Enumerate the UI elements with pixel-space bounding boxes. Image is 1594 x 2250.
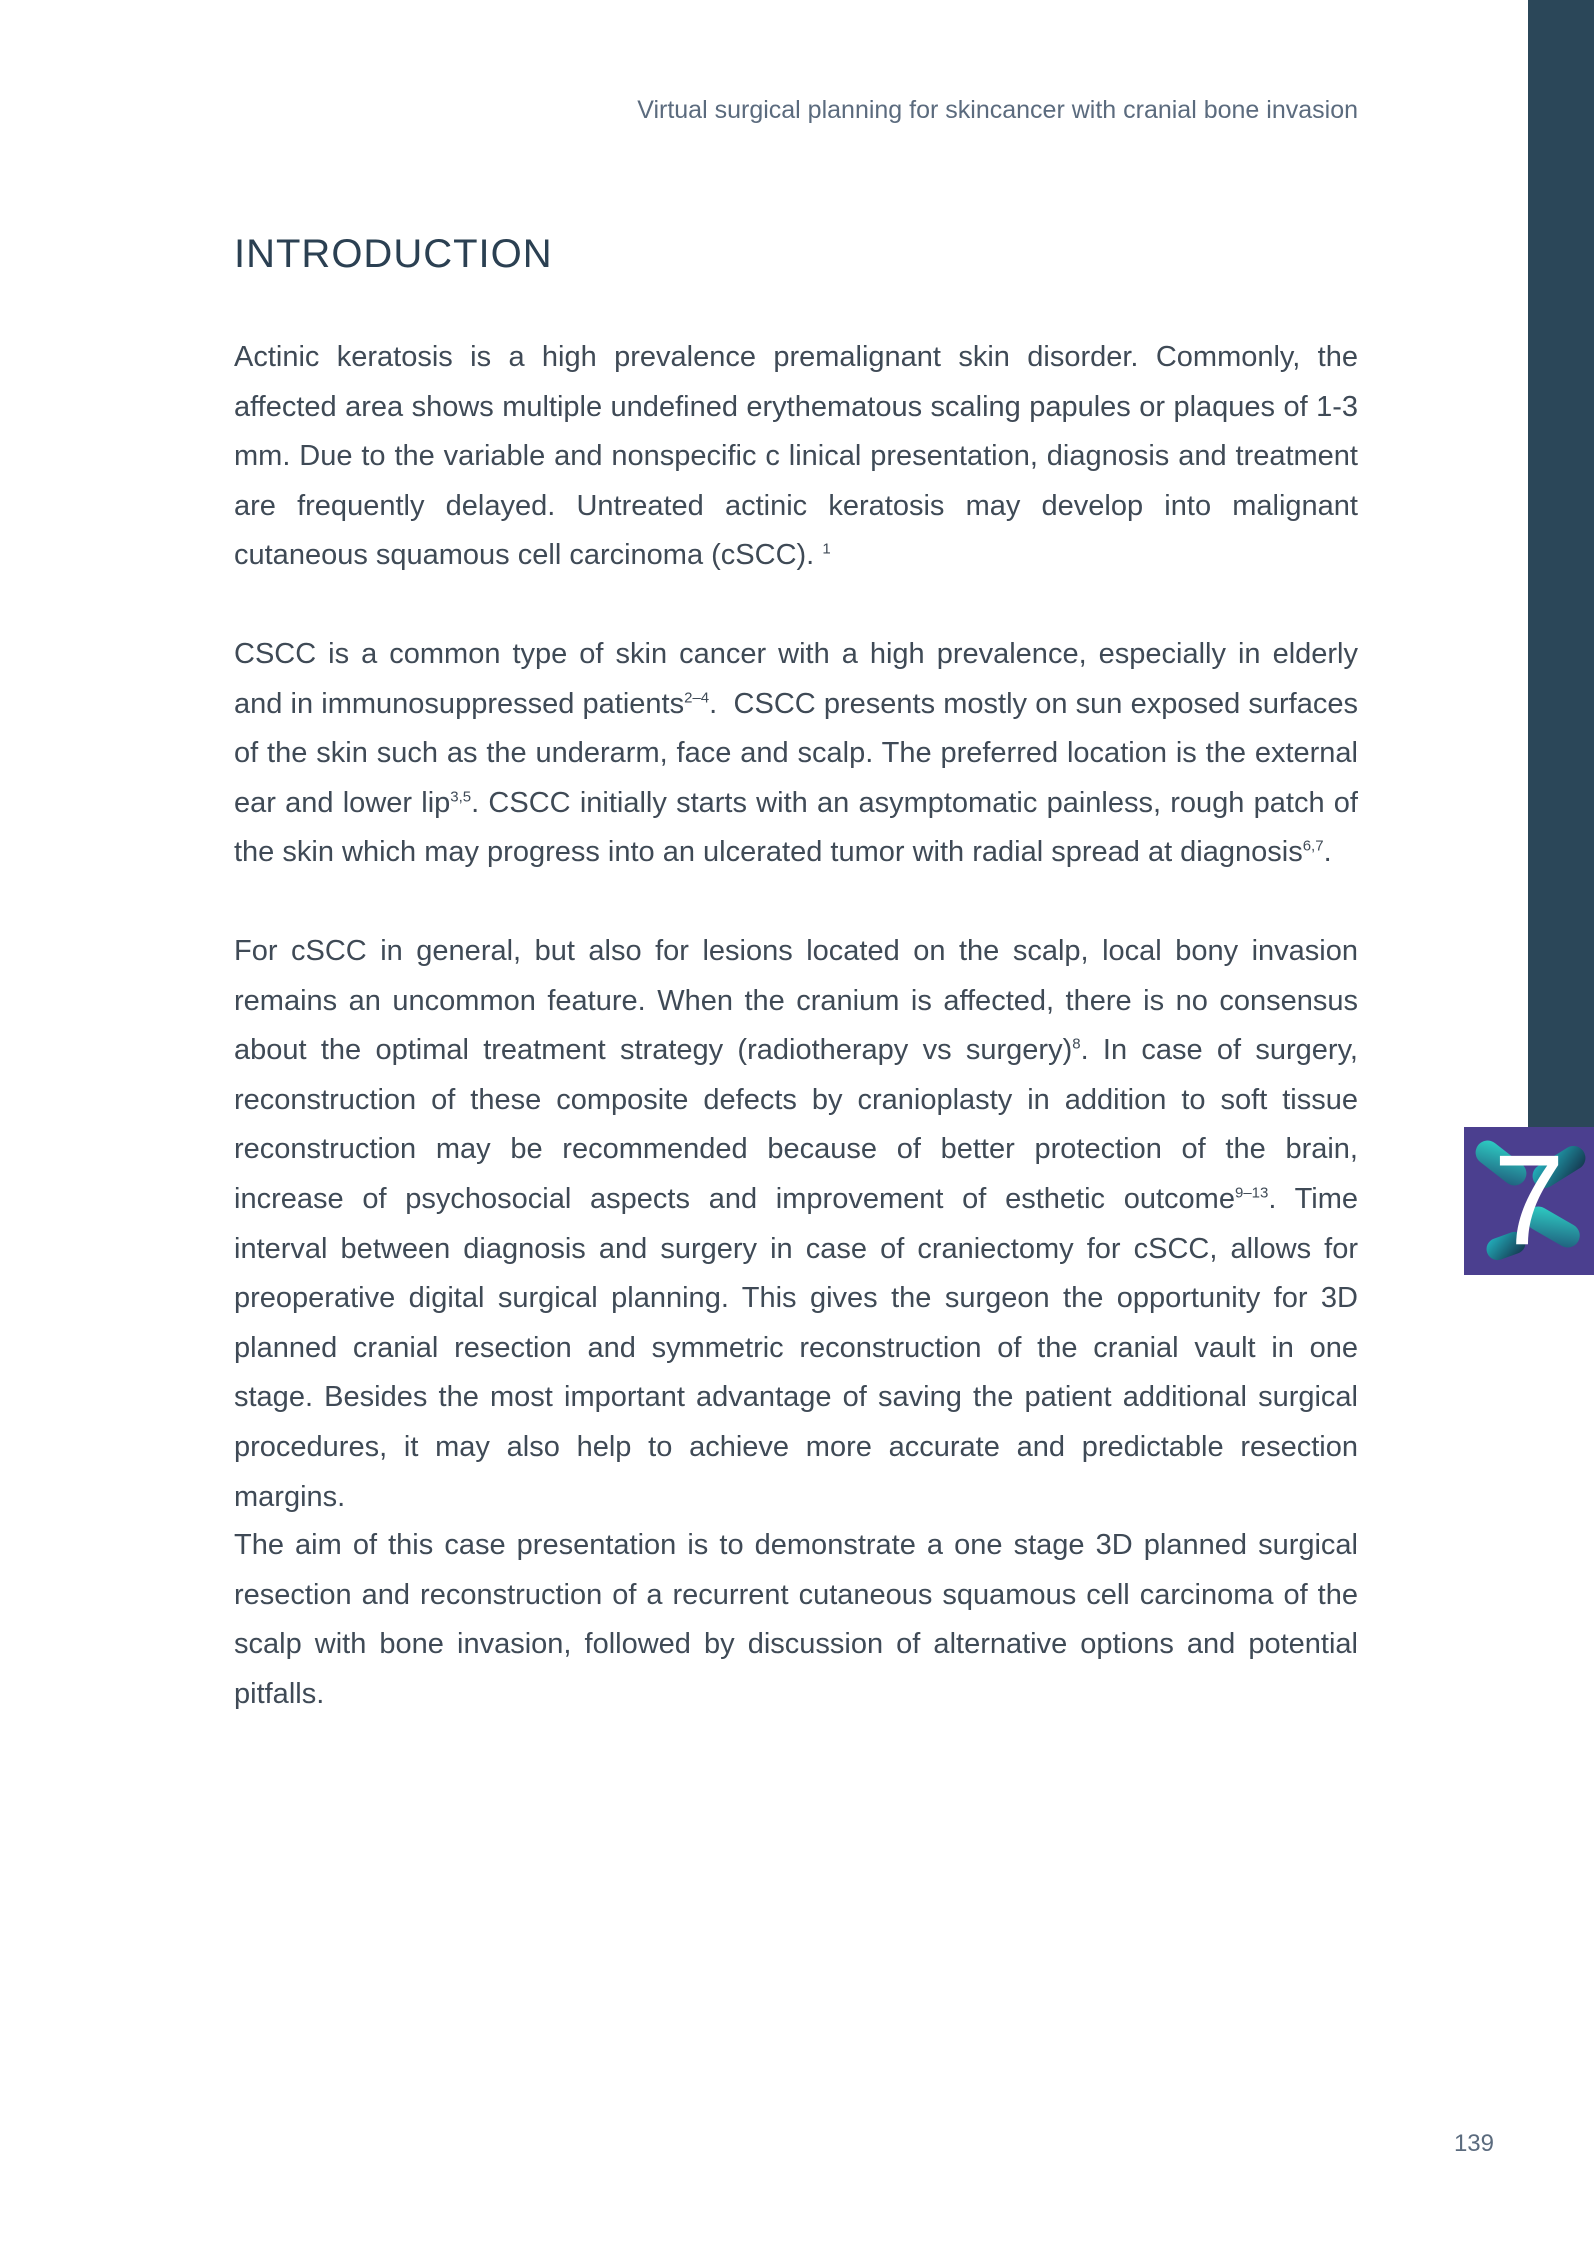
paragraph-text: The aim of this case presentation is to demonstrate a one stage 3D planned surgical resection and reconstruction of a recurrent cutaneous squamous cell carcinoma of the scalp with bone invasion, followed by discussion of alternative options and potential pitfalls. [234,1529,1358,1710]
paragraph-text: Actinic keratosis is a high prevalence premalignant skin disorder. Commonly, the affected area shows multiple undefined erythematous scaling papules or plaques of 1-3 mm. Due to the variable and nonspecific c linical presentation, diagnosis and treatment are frequently delayed. Untreated actinic keratosis may develop into malignant cutaneous squamous cell carcinoma (cSCC). [234,341,1358,572]
paragraph-cscc-overview [234,630,1358,878]
chapter-tab [1464,1127,1594,1275]
paragraph-actinic-keratosis [234,333,1358,581]
paragraph-text: For cSCC in general, but also for lesions located on the scalp, local bony invasion remains an uncommon feature. When the cranium is affected, there is no consensus about the optimal treatment strategy (radiotherapy vs surgery) [234,935,1358,1067]
paragraph-text: . CSCC initially starts with an asymptomatic painless, rough patch of the skin which may progress into an ulcerated tumor with radial spread at diagnosis [234,786,1358,869]
paragraph-study-aim [234,1521,1358,1719]
paragraph-bony-invasion [234,927,1358,1522]
page-number: 139 [1453,2130,1494,2157]
reference-marker: 2–4 [684,688,710,706]
running-header: Virtual surgical planning for skincancer with cranial bone invasion [637,96,1358,124]
paragraph-text: CSCC is a common type of skin cancer with a high prevalence, especially in elderly and in immunosuppressed patients [234,638,1358,720]
section-heading: INTRODUCTION [234,232,553,276]
reference-marker: 8 [1072,1035,1081,1053]
chapter-number: 7 [1493,1129,1565,1272]
chapter-side-band [1528,0,1594,1127]
paragraph-text: . In case of surgery, reconstruction of these composite defects by cranioplasty in addition to soft tissue reconstruction may be recommended because of better protection of the brain, increase of psychosocial aspects and improvement of esthetic outcome [234,1034,1358,1215]
reference-marker: 6,7 [1302,837,1324,855]
reference-marker: 3,5 [450,788,472,806]
paragraph-text: . [1323,836,1332,869]
paragraph-text: . Time interval between diagnosis and surgery in case of craniectomy for cSCC, allows for preoperative digital surgical planning. This gives the surgeon the opportunity for 3D planned cranial resection and symmetric reconstruction of the cranial vault in one stage. Besides the most important advantage of saving the patient additional surgical procedures, it may also help to achieve more accurate and predictable resection margins. [234,1182,1358,1513]
reference-marker: 1 [822,540,831,558]
reference-marker: 9–13 [1234,1184,1269,1202]
paragraph-text: . CSCC presents mostly on sun exposed surfaces of the skin such as the underarm, face and scalp. The preferred location is the external ear and lower lip [234,687,1358,819]
